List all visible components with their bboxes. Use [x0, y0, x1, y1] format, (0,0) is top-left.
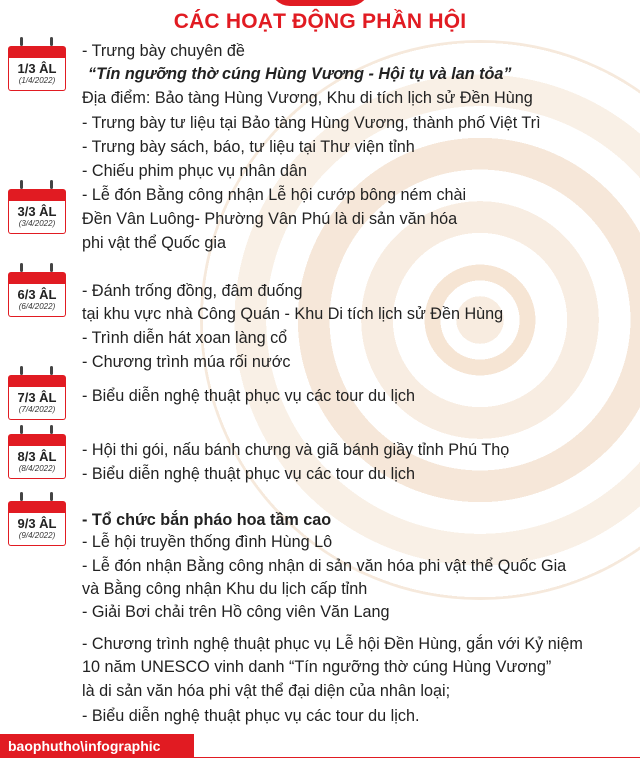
exhibition-title: “Tín ngưỡng thờ cúng Hùng Vương - Hội tụ và lan tỏa”	[88, 65, 512, 83]
page-title: CÁC HOẠT ĐỘNG PHẦN HỘI	[173, 10, 467, 33]
source-footer: baophutho\infographic	[0, 734, 194, 758]
activity-line: phi vật thể Quốc gia	[82, 234, 226, 252]
activity-line: Đền Vân Luông- Phường Vân Phú là di sản văn hóa	[82, 210, 458, 228]
calendar-icon-5	[8, 428, 66, 479]
activity-line: - Trưng bày tư liệu tại Bảo tàng Hùng Vương, thành phố Việt Trì	[82, 114, 541, 132]
calendar-day: 7/3 ÂL	[17, 390, 57, 405]
calendar-date: (1/4/2022)	[18, 76, 56, 85]
calendar-day: 9/3 ÂL	[17, 516, 57, 531]
activity-line: - Chương trình nghệ thuật phục vụ Lễ hội Đền Hùng, gắn với Kỷ niệm	[82, 635, 583, 653]
activity-line: - Lễ hội truyền thống đình Hùng Lô	[82, 533, 333, 551]
calendar-date: (7/4/2022)	[18, 405, 56, 414]
calendar-date: (3/4/2022)	[18, 219, 56, 228]
activity-line: - Chương trình múa rối nước	[82, 353, 291, 371]
activity-line: - Giải Bơi chải trên Hồ công viên Văn Lang	[82, 603, 390, 621]
activity-line: - Đánh trống đồng, đâm đuống	[82, 282, 303, 300]
activity-line: - Hội thi gói, nấu bánh chưng và giã bánh giầy tỉnh Phú Thọ	[82, 441, 510, 459]
activity-line-highlight: - Tổ chức bắn pháo hoa tầm cao	[82, 511, 332, 529]
activity-line: - Chiếu phim phục vụ nhân dân	[82, 162, 307, 180]
activity-line: - Biểu diễn nghệ thuật phục vụ các tour du lịch	[82, 465, 415, 483]
calendar-icon-6	[8, 495, 66, 546]
activity-line: - Lễ đón Bằng công nhận Lễ hội cướp bông ném chài	[82, 186, 467, 204]
calendar-icon-1	[8, 40, 66, 91]
calendar-icon-4	[8, 369, 66, 420]
activity-line: là di sản văn hóa phi vật thể đại diện của nhân loại;	[82, 682, 451, 700]
calendar-date: (9/4/2022)	[18, 531, 56, 540]
activity-line: - Biểu diễn nghệ thuật phục vụ các tour du lịch.	[82, 707, 420, 725]
calendar-day: 8/3 ÂL	[17, 449, 57, 464]
calendar-icon-3	[8, 266, 66, 317]
activity-line: tại khu vực nhà Công Quán - Khu Di tích lịch sử Đền Hùng	[82, 305, 504, 323]
activity-line: - Trình diễn hát xoan làng cổ	[82, 329, 288, 347]
activity-line: - Biểu diễn nghệ thuật phục vụ các tour du lịch	[82, 387, 415, 405]
calendar-icon-2	[8, 183, 66, 234]
activity-line: 10 năm UNESCO vinh danh “Tín ngưỡng thờ cúng Hùng Vương”	[82, 658, 552, 676]
activity-line: và Bằng công nhận Khu du lịch cấp tỉnh	[82, 580, 368, 598]
activity-line: Địa điểm: Bảo tàng Hùng Vương, Khu di tích lịch sử Đền Hùng	[82, 89, 533, 107]
header-emblem	[270, 0, 370, 6]
activity-line: - Lễ đón nhận Bằng công nhận di sản văn hóa phi vật thể Quốc Gia	[82, 557, 567, 575]
calendar-date: (8/4/2022)	[18, 464, 56, 473]
calendar-day: 1/3 ÂL	[17, 61, 57, 76]
calendar-day: 3/3 ÂL	[17, 204, 57, 219]
calendar-date: (6/4/2022)	[18, 302, 56, 311]
calendar-day: 6/3 ÂL	[17, 287, 57, 302]
activity-line: - Trưng bày chuyên đề	[82, 42, 245, 60]
activity-line: - Trưng bày sách, báo, tư liệu tại Thư viện tỉnh	[82, 138, 415, 156]
